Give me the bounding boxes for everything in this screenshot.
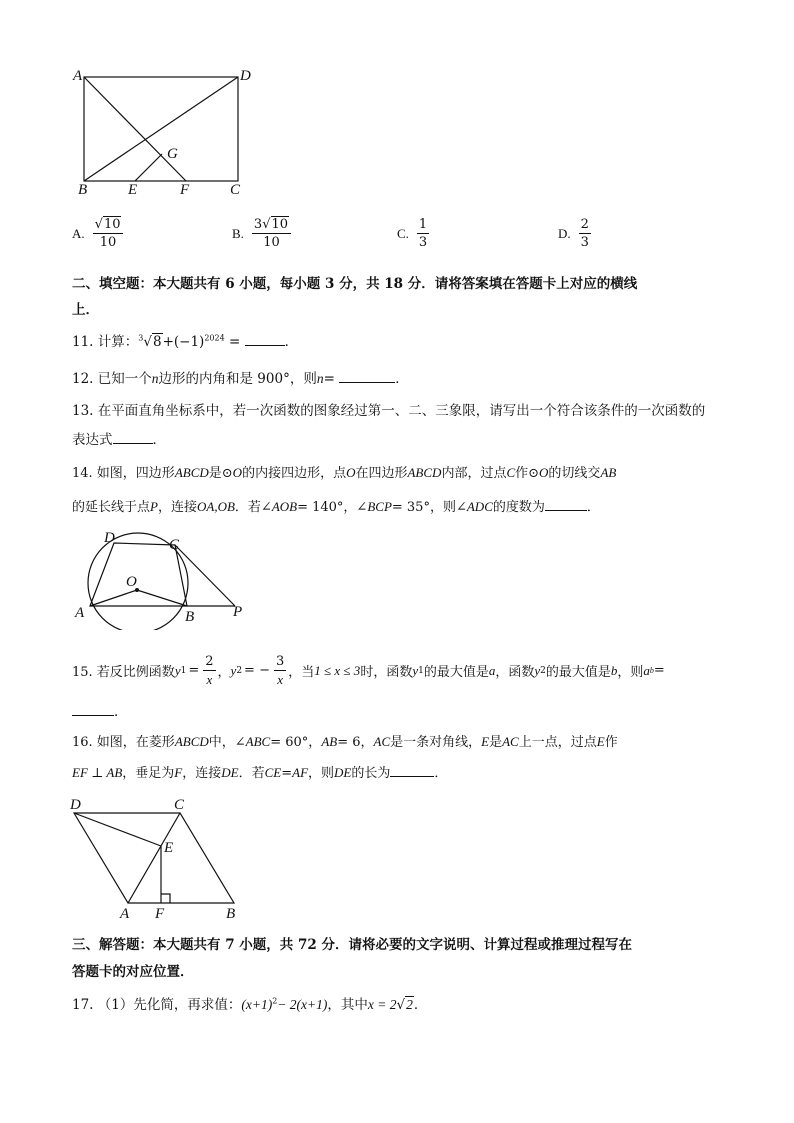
question-13-line2: 表达式 ． [72,432,166,448]
option-d[interactable]: D. $\frac{2}{3}$ [558,217,589,250]
label-c: C [174,797,185,813]
figure-circle-quadrilateral [70,528,260,630]
diagonal-ac [128,813,180,903]
section3-heading-line2: 答题卡的对应位置． [72,964,194,980]
label-f: F [155,906,165,921]
label-c: C [169,537,180,553]
label-p: P [233,604,243,620]
segment-de [74,813,161,846]
segment-oa [90,590,137,606]
label-f: F [180,182,190,198]
label-a: A [73,68,83,84]
label-b: B [226,906,236,921]
answer-blank-12[interactable] [339,370,395,383]
question-14-line2: 的延长线于点P，连接OA,OB．若∠AOB= 140°，∠BCP= 35°，则∠ADC的度数为 ． [72,499,600,515]
label-b: B [78,182,88,198]
label-b: B [185,609,195,625]
section2-heading-line1: 二、填空题：本大题共有 6 小题，每小题 3 分，共 18 分．请将答案填在答题卡上对应的横线 [72,276,638,292]
question-15-line2: ． [72,700,128,720]
segment-eg [135,154,162,181]
section2-heading-line2: 上． [72,302,99,318]
segment-db [84,77,238,181]
question-13-line1: 13. 在平面直角坐标系中，若一次函数的图象经过第一、二、三象限，请写出一个符合该条件的一次函数的 [72,403,706,419]
question-17: 17. （1）先化简，再求值：$(x+1)^2- 2(x+1)$，其中x = 2√2． [72,996,428,1013]
question-11: 11. 计算：$^3√8+(-1)^{2024}$ = ． [72,333,299,350]
question-14-line1: 14. 如图，四边形ABCD是⊙O的内接四边形，点O在四边形ABCD内部，过点C作⊙O的切线交AB [72,465,617,481]
question-12: 12. 已知一个n边形的内角和是 900°，则n= ． [72,371,409,387]
label-e: E [128,182,138,198]
label-a: A [120,906,130,921]
label-o: O [126,574,137,590]
label-a: A [75,605,85,621]
answer-blank-11[interactable] [245,333,285,346]
answer-blank-15[interactable] [72,703,114,716]
segment-af [84,77,186,181]
question-16-line1: 16. 如图，在菱形ABCD中，∠ABC= 60°，AB= 6，AC是一条对角线，E是AC上一点，过点E作 [72,734,618,750]
section3-heading-line1: 三、解答题：本大题共有 7 小题，共 72 分．请将必要的文字说明、计算过程或推理过程写在 [72,937,632,953]
question-15-line1: 15. 若反比例函数 y 1 = $\frac{2}{x}$ ， y 2 = − $\frac{3}{x}$ ，当 1 ≤ x ≤ 3 时，函数 y 1 的最大值是 a ，函数 y 2 的最大值是 b ，则 a b = [72,654,665,687]
question-16-line2: EF ⊥ AB，垂足为F，连接DE．若CE=AF，则DE的长为 ． [72,765,448,781]
right-angle-mark [161,894,170,903]
figure-rectangle [70,64,270,199]
option-a[interactable]: A. $\frac{√10}{10}$ [72,218,125,249]
label-c: C [230,182,241,198]
option-c[interactable]: C. $\frac{1}{3}$ [397,217,428,250]
segment-ob [137,590,187,606]
figure-rhombus [66,793,256,921]
answer-blank-13[interactable] [113,431,153,444]
tangent-cp [175,545,235,606]
label-e: E [164,840,174,856]
label-d: D [240,68,251,84]
label-d: D [104,530,115,546]
answer-blank-14[interactable] [545,498,587,511]
label-d: D [70,797,81,813]
option-b[interactable]: B. $\frac{3√10}{10}$ [232,218,293,249]
label-g: G [167,146,178,162]
answer-blank-16[interactable] [390,764,434,777]
